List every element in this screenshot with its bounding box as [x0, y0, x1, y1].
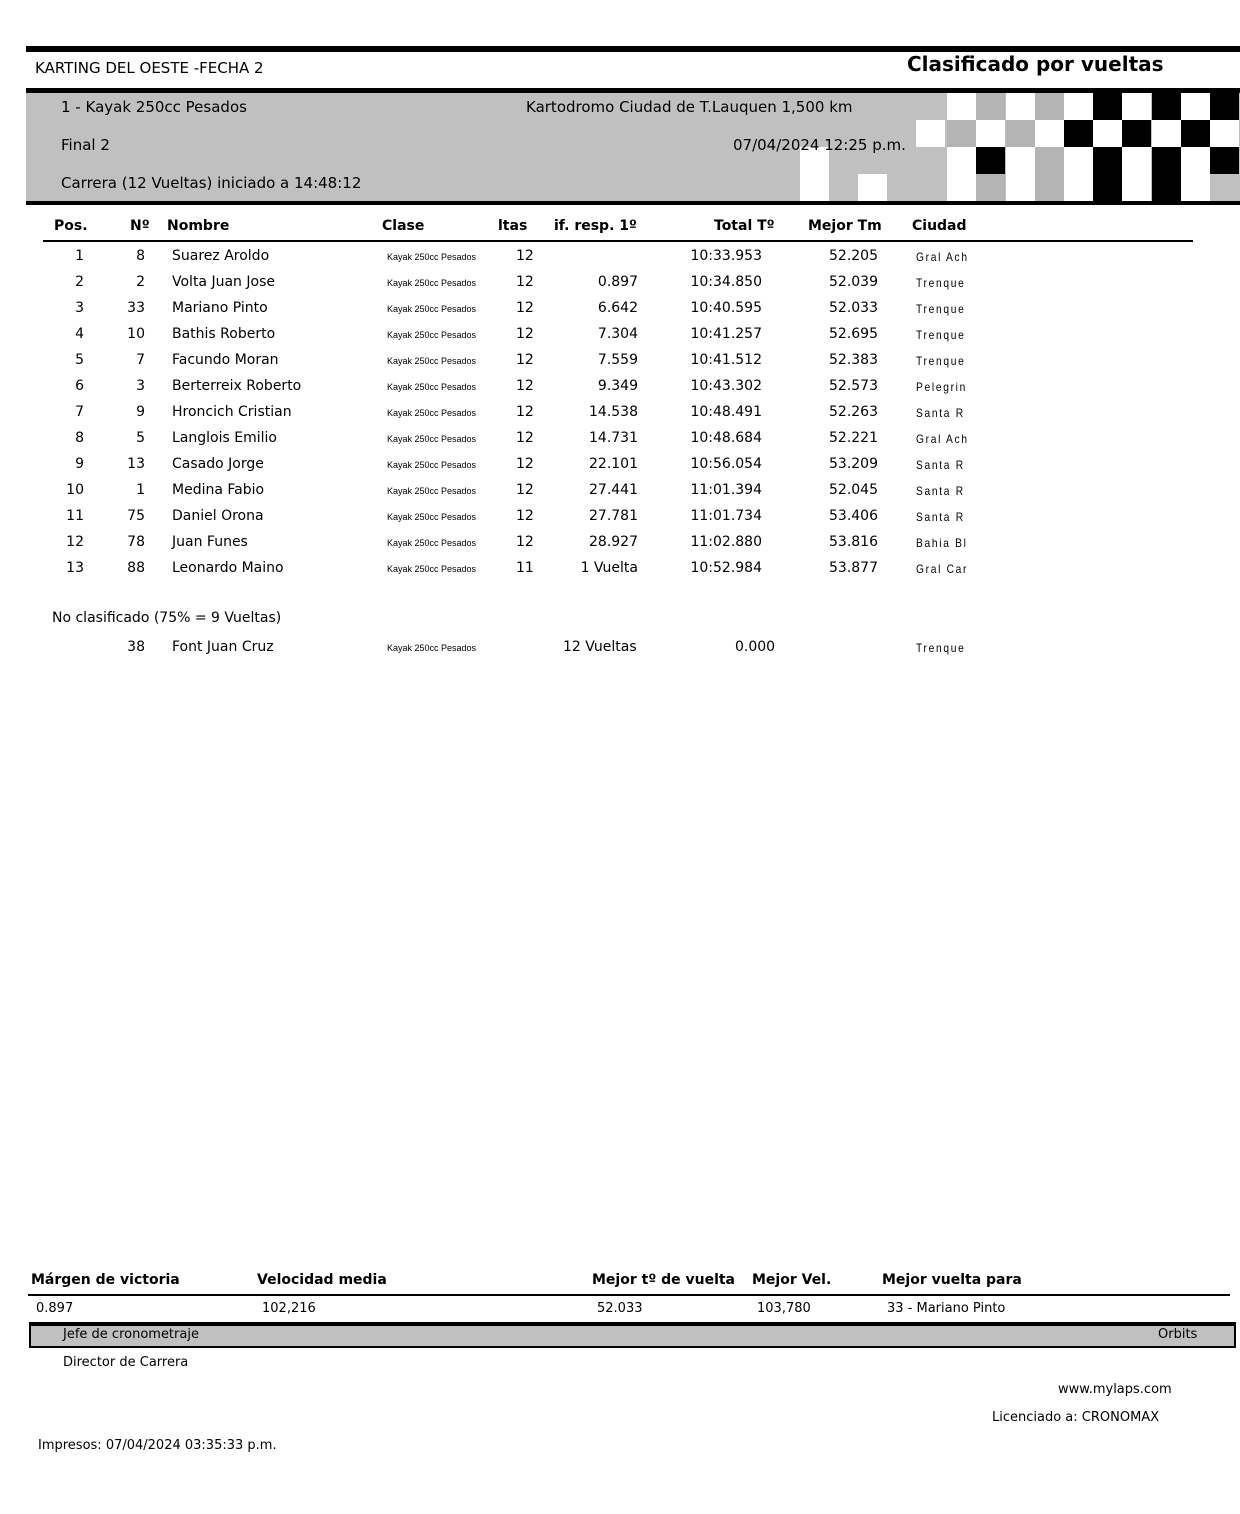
cell-best: 52.039	[829, 274, 878, 290]
cell-laps: 12	[516, 248, 534, 264]
cell-pos: 3	[75, 300, 84, 316]
chief-timekeeper-box	[29, 1322, 1236, 1348]
table-row	[0, 244, 1240, 270]
cell-best: 52.383	[829, 352, 878, 368]
checker-square	[1181, 93, 1210, 120]
checker-square	[1006, 174, 1035, 201]
checker-square	[1093, 174, 1122, 201]
checker-square	[1122, 147, 1151, 174]
cell-class: Kayak 250cc Pesados	[387, 252, 477, 262]
cell-city: Gral Ach	[916, 432, 969, 446]
table-row	[0, 322, 1240, 348]
cell-class: Kayak 250cc Pesados	[387, 512, 477, 522]
cell-class: Kayak 250cc Pesados	[387, 434, 477, 444]
cell-pos: 9	[75, 456, 84, 472]
checker-square	[1181, 174, 1210, 201]
cell-gap: 14.538	[589, 404, 638, 420]
table-row	[0, 270, 1240, 296]
cell-total: 10:43.302	[690, 378, 762, 394]
cell-gap: 9.349	[597, 378, 638, 394]
cell-num: 88	[127, 560, 145, 576]
cell-class: Kayak 250cc Pesados	[387, 356, 477, 366]
session-datetime: 07/04/2024 12:25 p.m.	[733, 136, 906, 154]
checker-square	[1064, 174, 1093, 201]
col-total: Total Tº	[714, 218, 775, 234]
cell-best: 52.045	[829, 482, 878, 498]
race-director-label: Director de Carrera	[63, 1355, 189, 1370]
cell-class: Kayak 250cc Pesados	[387, 538, 477, 548]
checker-square	[1152, 147, 1181, 174]
cell-num: 5	[136, 430, 145, 446]
col-laps: ltas	[498, 218, 528, 234]
cell-pos: 2	[75, 274, 84, 290]
category-label: 1 - Kayak 250cc Pesados	[61, 98, 247, 116]
checker-square	[947, 147, 976, 174]
table-row	[0, 556, 1240, 582]
table-row	[0, 504, 1240, 530]
cell-num: 10	[127, 326, 145, 342]
cell-name: Daniel Orona	[172, 508, 264, 524]
cell-city: Santa R	[916, 406, 965, 420]
checker-square	[1093, 93, 1122, 120]
header-bottom-rule	[26, 201, 1240, 205]
checker-square	[1006, 93, 1035, 120]
cell-gap: 27.781	[589, 508, 638, 524]
checker-square	[976, 147, 1005, 174]
cell-total: 10:52.984	[690, 560, 762, 576]
checker-square	[916, 120, 945, 147]
summary-avg-speed-value: 102,216	[262, 1301, 316, 1316]
checker-square	[947, 120, 976, 147]
cell-city: Trenque	[916, 354, 966, 368]
cell-best: 52.695	[829, 326, 878, 342]
checker-square	[1122, 93, 1151, 120]
summary-best-lap-by-label: Mejor vuelta para	[882, 1272, 1022, 1288]
not-classified-row	[0, 635, 1240, 661]
chief-timekeeper-label: Jefe de cronometraje	[63, 1327, 199, 1342]
checker-square	[947, 93, 976, 120]
cell-laps: 12	[516, 352, 534, 368]
cell-total: 10:48.491	[690, 404, 762, 420]
checker-square	[1064, 120, 1093, 147]
checker-square	[1181, 120, 1210, 147]
cell-laps: 12	[516, 378, 534, 394]
cell-name: Hroncich Cristian	[172, 404, 292, 420]
checker-square	[1210, 120, 1239, 147]
cell-laps: 12	[516, 482, 534, 498]
cell-pos: 4	[75, 326, 84, 342]
col-gap: if. resp. 1º	[554, 218, 637, 234]
cell-laps: 12	[516, 326, 534, 342]
cell-total: 11:02.880	[690, 534, 762, 550]
checker-square	[1210, 93, 1239, 120]
cell-gap: 6.642	[597, 300, 638, 316]
printed-timestamp: Impresos: 07/04/2024 03:35:33 p.m.	[38, 1438, 277, 1453]
cell-city: Gral Car	[916, 562, 969, 576]
col-class: Clase	[382, 218, 425, 234]
cell-best: 52.205	[829, 248, 878, 264]
cell-num: 78	[127, 534, 145, 550]
cell-total: 10:48.684	[690, 430, 762, 446]
cell-best: 52.033	[829, 300, 878, 316]
summary-margin-label: Márgen de victoria	[31, 1272, 180, 1288]
cell-class: Kayak 250cc Pesados	[387, 408, 477, 418]
cell-name: Langlois Emilio	[172, 430, 277, 446]
cell-class: Kayak 250cc Pesados	[387, 278, 477, 288]
track-label: Kartodromo Ciudad de T.Lauquen 1,500 km	[526, 98, 853, 116]
checker-square	[1035, 174, 1064, 201]
not-classified-label: No clasificado (75% = 9 Vueltas)	[52, 610, 282, 626]
cell-num: 2	[136, 274, 145, 290]
checker-square	[1181, 147, 1210, 174]
cell-laps: 11	[516, 560, 534, 576]
checker-square	[1064, 93, 1093, 120]
license-label: Licenciado a: CRONOMAX	[992, 1410, 1160, 1425]
cell-num: 75	[127, 508, 145, 524]
cell-name: Mariano Pinto	[172, 300, 268, 316]
checker-square	[1035, 93, 1064, 120]
cell-pos: 11	[66, 508, 84, 524]
checker-square	[800, 174, 829, 201]
cell-num: 3	[136, 378, 145, 394]
cell-name: Font Juan Cruz	[172, 639, 274, 655]
report-title: Clasificado por vueltas	[907, 52, 1164, 76]
checker-square	[1035, 120, 1064, 147]
cell-city: Trenque	[916, 641, 966, 655]
table-row	[0, 478, 1240, 504]
cell-best: 53.406	[829, 508, 878, 524]
checker-square	[947, 174, 976, 201]
cell-name: Facundo Moran	[172, 352, 279, 368]
cell-name: Medina Fabio	[172, 482, 265, 498]
cell-total: 11:01.394	[690, 482, 762, 498]
cell-total: 10:41.512	[690, 352, 762, 368]
cell-class: Kayak 250cc Pesados	[387, 486, 477, 496]
cell-name: Suarez Aroldo	[172, 248, 270, 264]
summary-best-speed-value: 103,780	[757, 1301, 811, 1316]
cell-class: Kayak 250cc Pesados	[387, 643, 477, 653]
cell-best: 53.877	[829, 560, 878, 576]
cell-pos: 7	[75, 404, 84, 420]
cell-city: Gral Ach	[916, 250, 969, 264]
checker-square	[858, 174, 887, 201]
cell-best: 52.263	[829, 404, 878, 420]
cell-class: Kayak 250cc Pesados	[387, 382, 477, 392]
cell-num: 1	[136, 482, 145, 498]
cell-laps: 12	[516, 456, 534, 472]
cell-pos: 12	[66, 534, 84, 550]
col-pos: Pos.	[54, 218, 88, 234]
software-label: Orbits	[1158, 1327, 1198, 1342]
checker-square	[976, 120, 1005, 147]
cell-city: Santa R	[916, 458, 965, 472]
cell-total: 10:34.850	[690, 274, 762, 290]
cell-pos: 5	[75, 352, 84, 368]
cell-name: Volta Juan Jose	[172, 274, 275, 290]
summary-best-lap-by-value: 33 - Mariano Pinto	[887, 1301, 1006, 1316]
cell-gap: 14.731	[589, 430, 638, 446]
cell-num: 8	[136, 248, 145, 264]
cell-gap: 7.304	[597, 326, 638, 342]
cell-gap: 7.559	[597, 352, 638, 368]
table-row	[0, 400, 1240, 426]
cell-best: 52.573	[829, 378, 878, 394]
cell-city: Trenque	[916, 302, 966, 316]
cell-best: 53.816	[829, 534, 878, 550]
cell-total: 10:56.054	[690, 456, 762, 472]
table-row	[0, 374, 1240, 400]
cell-class: Kayak 250cc Pesados	[387, 564, 477, 574]
cell-class: Kayak 250cc Pesados	[387, 304, 477, 314]
cell-city: Bahia Bl	[916, 536, 968, 550]
cell-city: Santa R	[916, 510, 965, 524]
checker-square	[1122, 174, 1151, 201]
table-row	[0, 348, 1240, 374]
cell-best: 53.209	[829, 456, 878, 472]
table-row	[0, 530, 1240, 556]
cell-num: 13	[127, 456, 145, 472]
website-link[interactable]: www.mylaps.com	[1058, 1382, 1172, 1397]
table-header-rule	[43, 240, 1193, 242]
checker-square	[1152, 93, 1181, 120]
checker-square	[1035, 147, 1064, 174]
cell-name: Leonardo Maino	[172, 560, 284, 576]
summary-avg-speed-label: Velocidad media	[257, 1272, 387, 1288]
checker-square	[1006, 120, 1035, 147]
cell-city: Santa R	[916, 484, 965, 498]
col-name: Nombre	[167, 218, 230, 234]
col-city: Ciudad	[912, 218, 967, 234]
cell-num: 7	[136, 352, 145, 368]
cell-laps: 12	[516, 404, 534, 420]
checker-square	[1152, 120, 1181, 147]
table-row	[0, 426, 1240, 452]
cell-laps: 12	[516, 430, 534, 446]
col-num: Nº	[130, 218, 150, 234]
cell-laps: 12	[516, 274, 534, 290]
table-row	[0, 452, 1240, 478]
cell-name: Casado Jorge	[172, 456, 264, 472]
cell-pos: 8	[75, 430, 84, 446]
cell-total: 10:33.953	[690, 248, 762, 264]
cell-pos: 1	[75, 248, 84, 264]
table-row	[0, 296, 1240, 322]
summary-best-lap-label: Mejor tº de vuelta	[592, 1272, 736, 1288]
cell-name: Juan Funes	[172, 534, 248, 550]
cell-gap: 0.897	[597, 274, 638, 290]
checker-square	[976, 174, 1005, 201]
checker-square	[976, 93, 1005, 120]
checker-square	[1122, 120, 1151, 147]
checker-square	[1093, 120, 1122, 147]
checker-square	[1210, 147, 1239, 174]
cell-best: 52.221	[829, 430, 878, 446]
checker-square	[1093, 147, 1122, 174]
cell-class: Kayak 250cc Pesados	[387, 330, 477, 340]
cell-city: Pelegrin	[916, 380, 968, 394]
cell-city: Trenque	[916, 328, 966, 342]
cell-laps: 12	[516, 508, 534, 524]
summary-best-speed-label: Mejor Vel.	[752, 1272, 832, 1288]
cell-name: Bathis Roberto	[172, 326, 276, 342]
checker-square	[1006, 147, 1035, 174]
race-info: Carrera (12 Vueltas) iniciado a 14:48:12	[61, 174, 362, 192]
cell-class: Kayak 250cc Pesados	[387, 460, 477, 470]
cell-laps: 12	[516, 534, 534, 550]
cell-gap: 12 Vueltas	[563, 639, 637, 655]
cell-pos: 6	[75, 378, 84, 394]
summary-best-lap-value: 52.033	[597, 1301, 643, 1316]
cell-gap: 27.441	[589, 482, 638, 498]
event-title: KARTING DEL OESTE -FECHA 2	[35, 59, 264, 77]
cell-laps: 12	[516, 300, 534, 316]
cell-total: 11:01.734	[690, 508, 762, 524]
cell-total: 10:41.257	[690, 326, 762, 342]
cell-name: Berterreix Roberto	[172, 378, 302, 394]
cell-total: 0.000	[735, 639, 776, 655]
cell-pos: 13	[66, 560, 84, 576]
cell-num: 38	[127, 639, 145, 655]
cell-num: 9	[136, 404, 145, 420]
checker-square	[1064, 147, 1093, 174]
cell-num: 33	[127, 300, 145, 316]
checker-square	[1152, 174, 1181, 201]
col-best: Mejor Tm	[808, 218, 882, 234]
cell-gap: 28.927	[589, 534, 638, 550]
cell-total: 10:40.595	[690, 300, 762, 316]
session-label: Final 2	[61, 136, 110, 154]
cell-pos: 10	[66, 482, 84, 498]
cell-gap: 1 Vuelta	[580, 560, 638, 576]
summary-margin-value: 0.897	[36, 1301, 74, 1316]
cell-city: Trenque	[916, 276, 966, 290]
cell-gap: 22.101	[589, 456, 638, 472]
summary-rule	[28, 1294, 1230, 1296]
